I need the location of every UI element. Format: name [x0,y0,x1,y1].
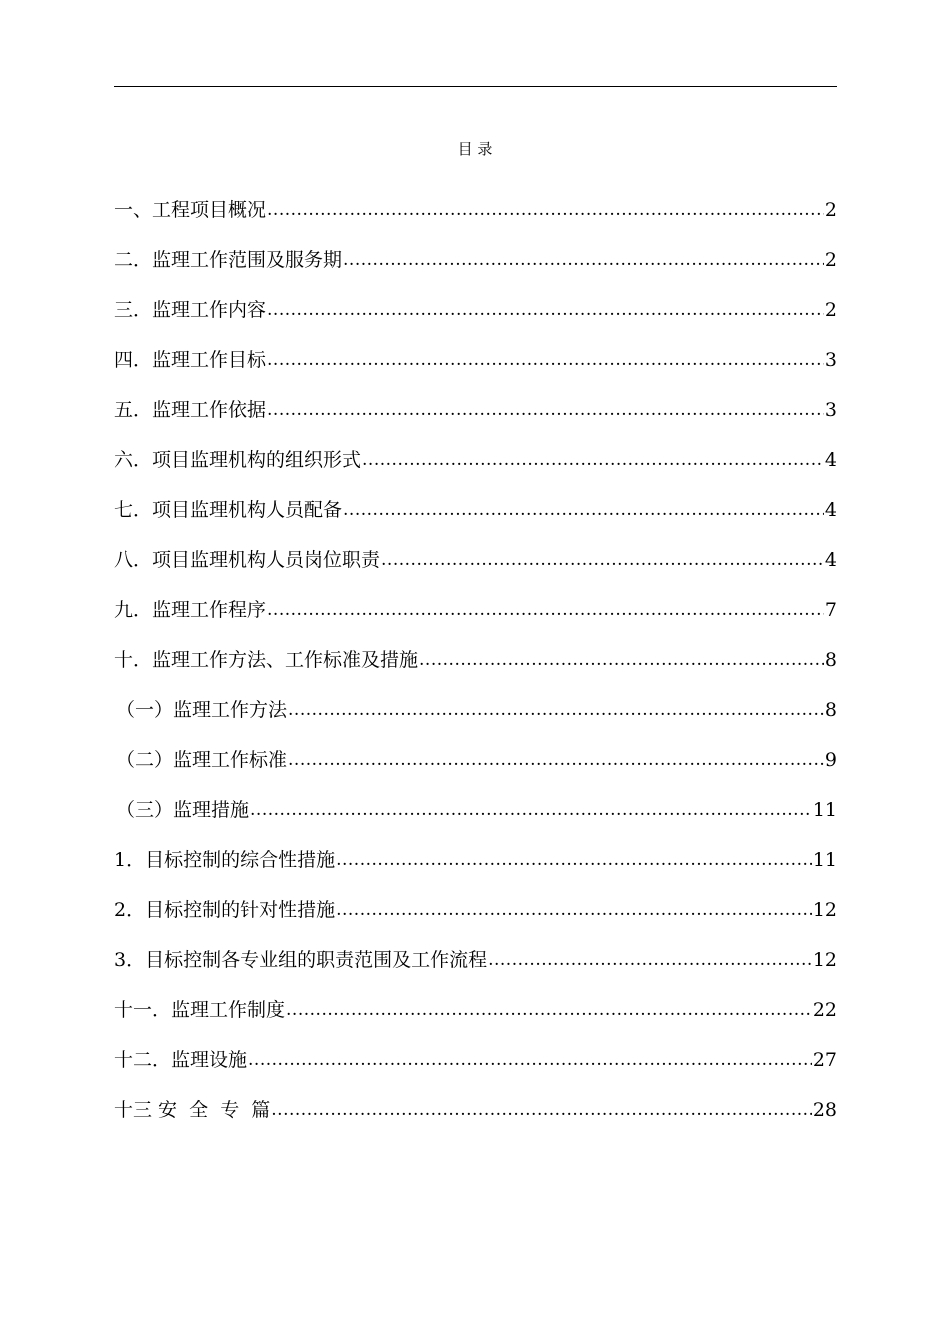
toc-entry-label: 3．目标控制各专业组的职责范围及工作流程 [114,949,488,971]
toc-entry-label: 四．监理工作目标 [114,349,267,371]
toc-dot-leader [336,842,812,878]
toc-entry[interactable] [114,728,837,778]
toc-dot-leader [250,792,812,828]
toc-entry[interactable] [114,578,837,628]
toc-page-number: 4 [824,549,837,571]
toc-entry-label: 二．监理工作范围及服务期 [114,249,343,271]
toc-dot-leader [343,492,824,528]
toc-entry-label: 六．项目监理机构的组织形式 [114,449,362,471]
toc-entry[interactable] [114,528,837,578]
toc-dot-leader [248,1042,812,1078]
toc-entry[interactable] [114,428,837,478]
toc-entry[interactable] [114,928,837,978]
toc-entry[interactable] [114,178,837,228]
toc-entry[interactable] [114,378,837,428]
toc-title: 目 录 [457,140,493,158]
toc-entry[interactable] [114,878,837,928]
toc-dot-leader [419,642,824,678]
toc-page-number: 8 [824,649,837,671]
toc-dot-leader [488,942,812,978]
toc-dot-leader [336,892,812,928]
toc-entry[interactable] [114,328,837,378]
toc-page-number: 11 [812,849,837,871]
toc-entry-label: 七．项目监理机构人员配备 [114,499,343,521]
toc-entry-label: 2．目标控制的针对性措施 [114,899,336,921]
toc-page-number: 8 [824,699,837,721]
toc-page-number: 2 [824,199,837,221]
toc-page-number: 27 [812,1049,837,1071]
toc-page-number: 4 [824,499,837,521]
toc-page-number: 3 [824,349,837,371]
toc-entry[interactable] [114,1078,837,1128]
toc-entry-label: 十三 安 全 专 篇 [114,1099,271,1121]
toc-dot-leader [288,742,824,778]
toc-dot-leader [267,592,824,628]
toc-page-number: 12 [812,949,837,971]
toc-page-number: 3 [824,399,837,421]
toc-dot-leader [271,1092,812,1128]
toc-dot-leader [267,342,824,378]
toc-page-number: 12 [812,899,837,921]
toc-dot-leader [267,292,824,328]
toc-entry[interactable] [114,828,837,878]
toc-dot-leader [267,392,824,428]
toc-page-number: 22 [812,999,837,1021]
toc-entry[interactable] [114,278,837,328]
toc-dot-leader [267,192,824,228]
toc-entry[interactable] [114,678,837,728]
toc-entry-label: 十一．监理工作制度 [114,999,286,1021]
toc-page-number: 28 [812,1099,837,1121]
toc-entry-label: 十．监理工作方法、工作标准及措施 [114,649,419,671]
toc-entry[interactable] [114,1028,837,1078]
toc-entry-label: 三．监理工作内容 [114,299,267,321]
toc-list [114,178,837,1128]
toc-entry[interactable] [114,978,837,1028]
toc-entry-label: （三）监理措施 [116,799,250,821]
toc-entry-label: 一、工程项目概况 [114,199,267,221]
toc-entry[interactable] [114,478,837,528]
toc-entry-label: （一）监理工作方法 [116,699,288,721]
toc-dot-leader [343,242,824,278]
toc-entry[interactable] [114,228,837,278]
toc-dot-leader [362,442,824,478]
toc-entry-label: 1．目标控制的综合性措施 [114,849,336,871]
toc-entry[interactable] [114,778,837,828]
toc-page-number: 9 [824,749,837,771]
toc-entry-label: 八．项目监理机构人员岗位职责 [114,549,381,571]
toc-dot-leader [286,992,812,1028]
toc-page-number: 7 [824,599,837,621]
toc-entry[interactable] [114,628,837,678]
toc-entry-label: 十二．监理设施 [114,1049,248,1071]
toc-entry-label: 九．监理工作程序 [114,599,267,621]
toc-dot-leader [288,692,824,728]
toc-page-number: 2 [824,249,837,271]
toc-dot-leader [381,542,824,578]
toc-page-number: 11 [812,799,837,821]
toc-page-number: 2 [824,299,837,321]
toc-entry-label: （二）监理工作标准 [116,749,288,771]
header-rule [114,86,837,87]
toc-page-number: 4 [824,449,837,471]
toc-entry-label: 五．监理工作依据 [114,399,267,421]
